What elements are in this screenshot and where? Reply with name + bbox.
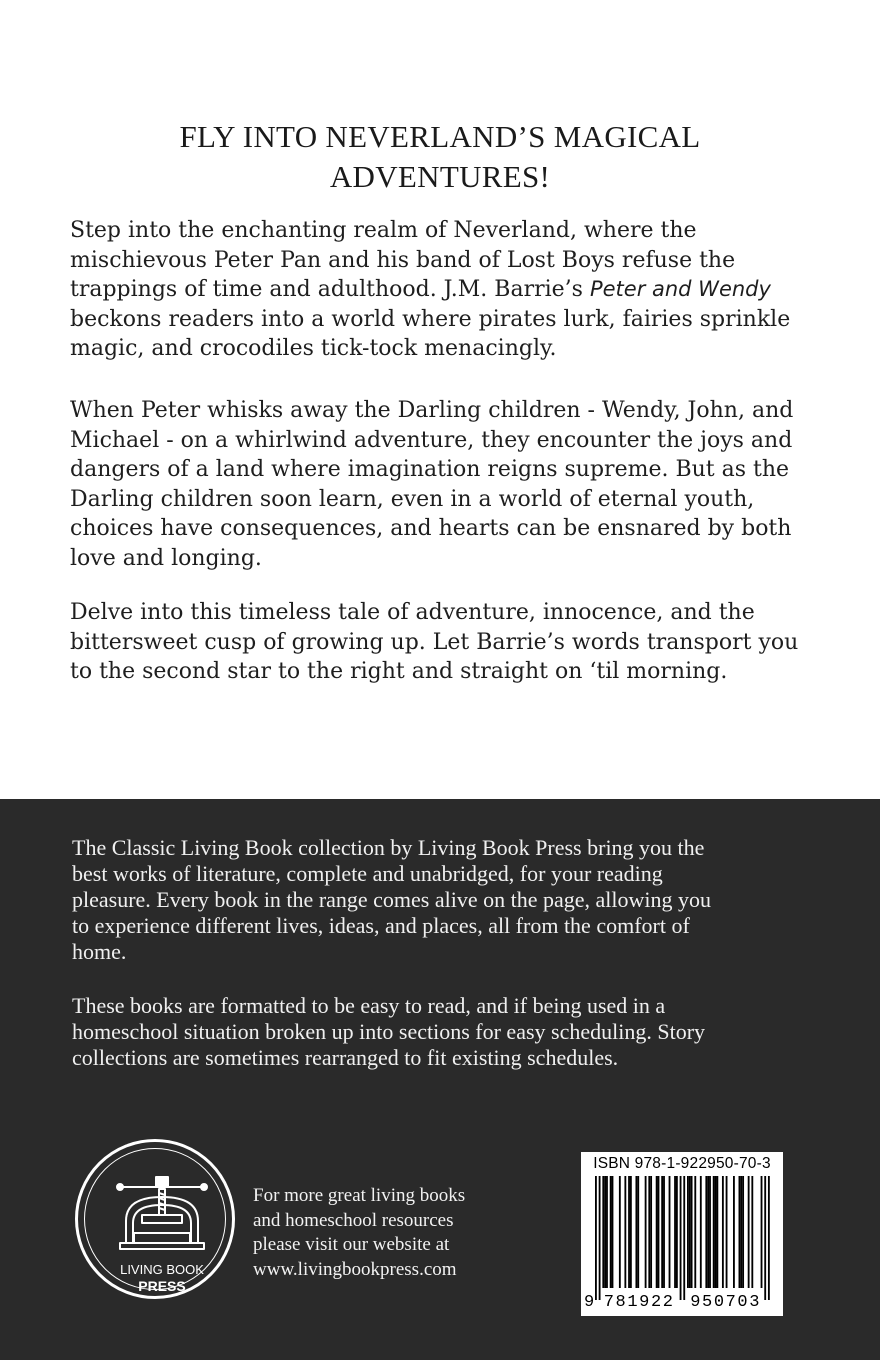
barcode-bar	[619, 1176, 621, 1288]
barcode-guard-bar	[599, 1176, 601, 1300]
blurb-line: beckons readers into a world where pirates lurk, fairies sprinkle	[70, 306, 791, 332]
barcode-bar	[663, 1176, 665, 1288]
barcode-bar	[707, 1176, 709, 1288]
barcode-bar	[694, 1176, 696, 1288]
barcode-bar	[687, 1176, 689, 1288]
barcode-bar	[674, 1176, 676, 1288]
barcode-bar	[691, 1176, 693, 1288]
barcode-bar	[676, 1176, 678, 1288]
barcode-guard-bar	[768, 1176, 770, 1300]
barcode-bar	[610, 1176, 612, 1288]
headline	[0, 117, 880, 197]
blurb-line: Step into the enchanting realm of Neverland, where the	[70, 218, 697, 243]
barcode-bars	[581, 1152, 783, 1316]
barcode-bar	[645, 1176, 647, 1288]
barcode-bar	[740, 1176, 742, 1288]
barcode-guard-bar	[680, 1176, 682, 1300]
barcode-bar	[669, 1176, 671, 1288]
barcode-bar	[624, 1176, 626, 1288]
collection-line: The Classic Living Book collection by Living Book Press bring you the	[72, 835, 705, 860]
barcode-guard-bar	[683, 1176, 685, 1300]
barcode-bar	[656, 1176, 658, 1288]
logo-text-line1: LIVING BOOK	[120, 1262, 204, 1277]
blurb-paragraph-1	[70, 216, 820, 364]
blurb-line	[70, 275, 820, 305]
collection-line: home.	[72, 939, 127, 964]
promo-line: please visit our website at	[253, 1234, 450, 1255]
blurb-text: trappings of time and adulthood. J.M. Barrie’s	[70, 277, 590, 302]
format-line: These books are formatted to be easy to read, and if being used in a	[72, 993, 666, 1018]
barcode-bar	[716, 1176, 718, 1288]
blurb-line: love and longing.	[70, 545, 262, 571]
barcode-bar	[700, 1176, 702, 1288]
barcode-digit-group: 781922	[603, 1293, 675, 1312]
headline-line: FLY INTO NEVERLAND’S MAGICAL	[179, 119, 701, 154]
barcode-bar	[742, 1176, 744, 1288]
barcode-bar	[635, 1176, 637, 1288]
barcode-bar	[648, 1176, 650, 1288]
blurb-line: magic, and crocodiles tick-tock menacingly.	[70, 336, 557, 361]
barcode-digit-group: 950703	[690, 1293, 762, 1312]
blurb-line: bittersweet cusp of growing up. Let Barrie’s words transport you	[70, 629, 799, 655]
barcode-bar	[650, 1176, 652, 1288]
isbn-barcode	[581, 1152, 783, 1316]
blurb-line: dangers of a land where imagination reigns supreme. But as the	[70, 457, 790, 482]
blurb-line: mischievous Peter Pan and his band of Lost Boys refuse the	[70, 247, 736, 273]
barcode-bar	[715, 1176, 717, 1288]
barcode-bar	[733, 1176, 735, 1288]
barcode-bar	[705, 1176, 707, 1288]
promo-line: For more great living books	[253, 1185, 466, 1206]
barcode-bar	[761, 1176, 763, 1288]
logo-text-line2: PRESS	[138, 1278, 186, 1294]
publisher-panel	[0, 799, 880, 1360]
isbn-number: ISBN 978-1-922950-70-3	[593, 1155, 771, 1172]
blurb-line: Delve into this timeless tale of adventure, innocence, and the	[70, 600, 755, 625]
collection-line: pleasure. Every book in the range comes alive on the page, allowing you	[72, 887, 712, 912]
barcode-lead-digit: 9	[584, 1293, 596, 1312]
barcode-bar	[612, 1176, 614, 1288]
book-press-icon	[112, 1171, 212, 1259]
logo-inner-ring	[84, 1148, 226, 1294]
barcode-bar	[726, 1176, 728, 1288]
barcode-bar	[604, 1176, 606, 1288]
barcode-bar	[602, 1176, 604, 1288]
website-url: www.livingbookpress.com	[253, 1258, 457, 1280]
book-title: Peter and Wendy	[589, 277, 771, 301]
format-line: homeschool situation broken up into sections for easy scheduling. Story	[72, 1019, 706, 1044]
barcode-bar	[722, 1176, 724, 1288]
barcode-bar	[630, 1176, 632, 1288]
collection-line: best works of literature, complete and unabridged, for your reading	[72, 861, 663, 886]
barcode-bar	[713, 1176, 715, 1288]
blurb-line: to the second star to the right and straight on ‘til morning.	[70, 659, 728, 684]
format-line: collections are sometimes rearranged to fit existing schedules.	[72, 1045, 619, 1070]
promo-line: and homeschool resources	[253, 1209, 454, 1231]
collection-paragraph	[72, 835, 794, 965]
blurb-line: Michael - on a whirlwind adventure, they encounter the joys and	[70, 427, 793, 453]
barcode-bar	[628, 1176, 630, 1288]
barcode-bar	[689, 1176, 691, 1288]
collection-line: to experience different lives, ideas, and places, all from the comfort of	[72, 913, 690, 938]
headline-line: ADVENTURES!	[329, 159, 551, 194]
format-paragraph	[72, 993, 794, 1071]
blurb-line: choices have consequences, and hearts can be ensnared by both	[70, 516, 792, 541]
barcode-bar	[748, 1176, 750, 1288]
blurb-paragraph-2	[70, 396, 820, 573]
website-promo	[253, 1184, 513, 1282]
barcode-bar	[739, 1176, 741, 1288]
barcode-guard-bar	[764, 1176, 766, 1300]
barcode-bar	[751, 1176, 753, 1288]
barcode-bar	[658, 1176, 660, 1288]
barcode-bar	[661, 1176, 663, 1288]
barcode-bar	[709, 1176, 711, 1288]
barcode-bar	[637, 1176, 639, 1288]
blurb-paragraph-3	[70, 598, 820, 687]
publisher-logo	[75, 1139, 235, 1299]
barcode-guard-bar	[595, 1176, 597, 1300]
barcode-bar	[606, 1176, 608, 1288]
blurb-line: When Peter whisks away the Darling children - Wendy, John, and	[70, 398, 794, 423]
blurb-line: Darling children soon learn, even in a world of eternal youth,	[70, 486, 755, 512]
